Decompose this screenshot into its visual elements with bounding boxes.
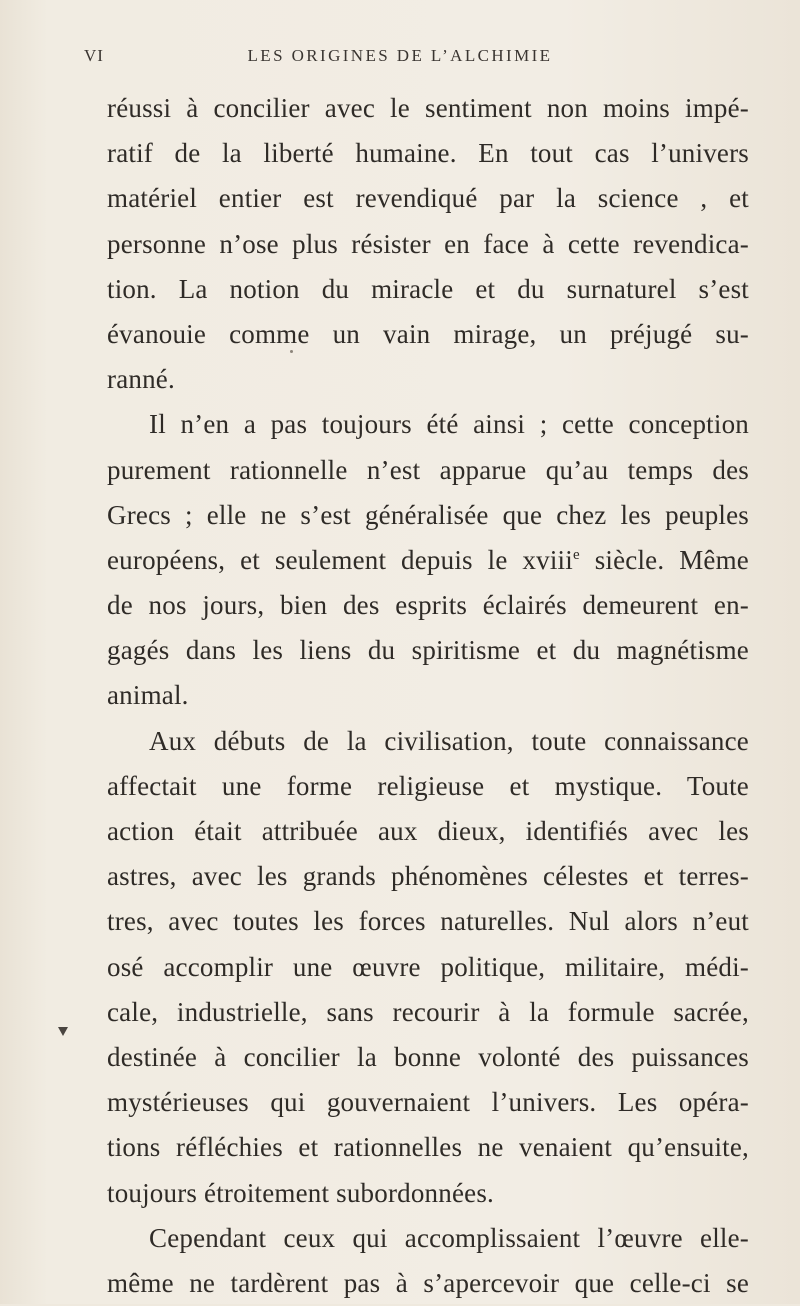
text-line-paragraph-start: Cependant ceux qui accomplissaient l’œuvre elle- <box>149 1222 749 1253</box>
text-line: cale, industrielle, sans recourir à la formule sacrée, <box>107 996 749 1027</box>
text-line: personne n’ose plus résister en face à cette revendica- <box>107 228 749 259</box>
text-line-paragraph-start: Il n’en a pas toujours été ainsi ; cette conception <box>149 409 749 440</box>
page-number: VI <box>84 46 104 65</box>
text-line: purement rationnelle n’est apparue qu’au temps des <box>107 454 749 485</box>
margin-mark <box>58 1027 68 1036</box>
text-line: tres, avec toutes les forces naturelles. Nul alors n’eut <box>107 906 749 937</box>
text-line: évanouie comme un vain mirage, un préjugé su- <box>107 318 749 349</box>
text-line: Grecs ; elle ne s’est généralisée que chez les peuples <box>107 499 749 530</box>
text-line-paragraph-end: ranné. <box>107 364 175 395</box>
text-line: destinée à concilier la bonne volonté des puissances <box>107 1041 749 1072</box>
text-line-paragraph-end: animal. <box>107 680 189 711</box>
text-segment: européens, et seulement depuis le xviii <box>107 544 573 575</box>
text-line: ratif de la liberté humaine. En tout cas l’univers <box>107 138 749 169</box>
text-line: gagés dans les liens du spiritisme et du magnétisme <box>107 635 749 666</box>
text-line: même ne tardèrent pas à s’apercevoir que celle-ci se <box>107 1267 749 1298</box>
text-line: mystérieuses qui gouvernaient l’univers. Les opéra- <box>107 1087 749 1118</box>
text-line: matériel entier est revendiqué par la science , et <box>107 183 749 214</box>
text-line: tion. La notion du miracle et du surnaturel s’est <box>107 273 749 304</box>
superscript: e <box>572 546 580 563</box>
text-line: de nos jours, bien des esprits éclairés demeurent en- <box>107 590 749 621</box>
text-segment: siècle. Même <box>579 544 749 575</box>
text-line-with-superscript <box>107 538 749 583</box>
page-header <box>70 46 730 76</box>
text-line: réussi à concilier avec le sentiment non moins impé- <box>107 93 749 123</box>
text-line: osé accomplir une œuvre politique, militaire, médi- <box>107 951 749 982</box>
text-line-paragraph-end: toujours étroitement subordonnées. <box>107 1177 494 1208</box>
text-line: astres, avec les grands phénomènes célestes et terres- <box>107 861 749 892</box>
running-title: LES ORIGINES DE L’ALCHIMIE <box>247 46 553 65</box>
text-line: tions réfléchies et rationnelles ne venaient qu’ensuite, <box>107 1132 749 1163</box>
text-line: affectait une forme religieuse et mystique. Toute <box>107 770 749 801</box>
text-line: action était attribuée aux dieux, identifiés avec les <box>107 816 749 846</box>
body-text <box>107 86 749 1306</box>
text-line-paragraph-start: Aux débuts de la civilisation, toute connaissance <box>149 725 749 756</box>
